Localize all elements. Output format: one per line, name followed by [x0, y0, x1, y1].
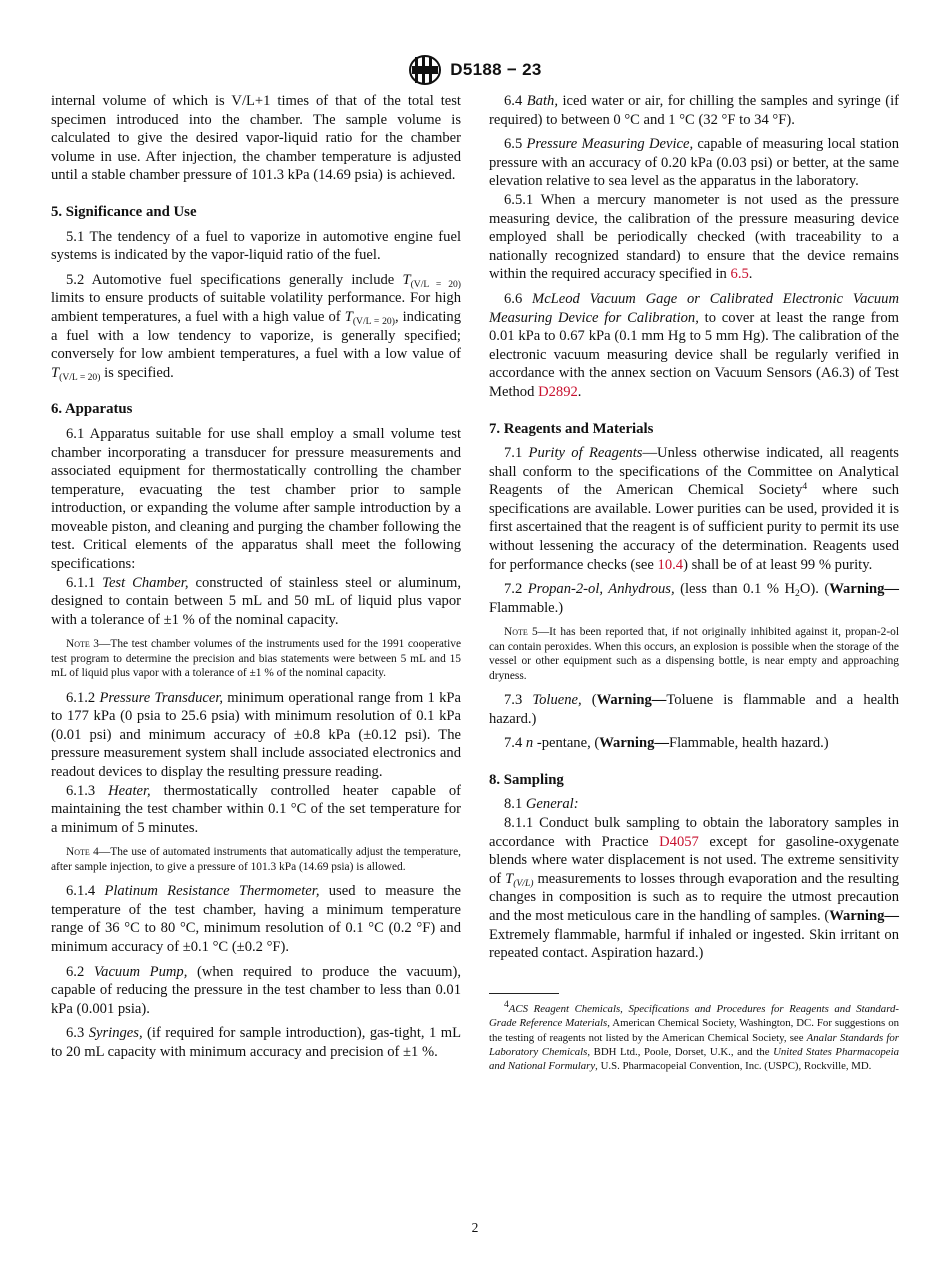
- paragraph-6-2: 6.2 Vacuum Pump, (when required to produce the vacuum), capable of reducing the pressure in the test chamber to less than 0.01 kPa (0.001 psia).: [51, 963, 461, 1017]
- paragraph-8-1: 8.1 General:: [504, 796, 579, 813]
- note-5: Note 5—It has been reported that, if not originally inhibited against it, propan-2-ol can contain peroxides. When this occurs, an explosion is possible when the storage of the vessel or other equipment such as a dispensing bottle, is near empty and approaching dryness.: [489, 626, 899, 682]
- astm-logo-icon: [408, 54, 442, 86]
- document-id: D5188 − 23: [450, 60, 542, 79]
- note-4: Note 4—The use of automated instruments that automatically adjust the temperature, after sample injection, to give a pressure of 101.3 kPa (14.69 psia) is allowed.: [51, 846, 461, 873]
- section-5-heading: 5. Significance and Use: [51, 203, 197, 220]
- paragraph-6-6: 6.6 McLeod Vacuum Gage or Calibrated Electronic Vacuum Measuring Device for Calibration, to cover at least the range from 0.01 kPa to 0.67 kPa (0.1 mm Hg to 5 mm Hg). The calibration of the electronic vacuum measuring device shall be regularly verified in accordance with the annex section on Vacuum Sensors (A6.3) of Test Method D2892.: [489, 290, 899, 400]
- footnote-divider: [489, 993, 559, 994]
- section-8-heading: 8. Sampling: [489, 771, 564, 788]
- paragraph-6-5: 6.5 Pressure Measuring Device, capable of measuring local station pressure with an accuracy of 0.20 kPa (0.03 psi) or better, at the same elevation relative to sea level as the apparatus in the laboratory.: [489, 136, 900, 190]
- note-3: Note 3—The test chamber volumes of the instruments used for the 1991 cooperative test program to determine the precision and bias statements were between 5 mL and 15 mL of liquid plus vapor with a tolerance of ±1 % of the nominal capacity.: [51, 638, 461, 680]
- paragraph-6-1-1: 6.1.1 Test Chamber, constructed of stainless steel or aluminum, designed to contain between 5 mL and 50 mL of liquid plus vapor with a tolerance of ±1 % of the nominal capacity.: [51, 574, 461, 628]
- link-d2892[interactable]: D2892: [538, 383, 578, 400]
- paragraph-7-4: 7.4 n -pentane, (Warning—Flammable, health hazard.): [504, 735, 829, 752]
- page-header: [0, 52, 950, 88]
- paragraph-7-2: 7.2 Propan-2-ol, Anhydrous, (less than 0.1 % $H_2O$). (Warning—Flammable.): [489, 581, 900, 616]
- link-10-4[interactable]: 10.4: [657, 556, 684, 573]
- left-column: [51, 92, 461, 1062]
- paragraph-6-5-1: 6.5.1 When a mercury manometer is not used as the pressure measuring device, the calibration of the pressure measuring device employed shall be periodically checked (with traceability to a nationally recognized standard) to ensure that the device remains within the required accuracy specified in 6.5.: [489, 191, 899, 283]
- paragraph-7-3: 7.3 Toluene, (Warning—Toluene is flammable and a health hazard.): [489, 692, 900, 727]
- paragraph-6-3: 6.3 Syringes, (if required for sample introduction), gas-tight, 1 mL to 20 mL capacity with minimum accuracy and precision of ±1 %.: [51, 1025, 461, 1060]
- section-7-heading: 7. Reagents and Materials: [489, 420, 654, 437]
- paragraph-7-1: 7.1 Purity of Reagents—Unless otherwise indicated, all reagents shall conform to the specifications of the Committee on Analytical Reagents of the American Chemical Society$^4$ where such specifications are available. Lower purities can be used, provided it is first ascertained that the reagent is of sufficient purity to permit its use without lessening the accuracy of the determination. Reagents used for performance checks (see 10.4) shall be of at least 99 % purity.: [489, 445, 899, 573]
- paragraph-6-1: 6.1 Apparatus suitable for use shall employ a small volume test chamber incorporating a transducer for pressure measurements and associated equipment for thermostatically controlling the chamber temperature, evacuating the test chamber prior to sample introduction, or expanding the volume after sample introduction by a moveable piston, and cleaning and purging the chamber following the test. Critical elements of the apparatus shall meet the following specifications:: [51, 425, 461, 573]
- page-number: 2: [471, 1220, 479, 1235]
- intro-paragraph: internal volume of which is V/L+1 times of that of the total test specimen introduced into the chamber. The sample volume is calculated to give the desired vapor-liquid ratio for the chamber volume in use. After injection, the chamber temperature is adjusted until a stable chamber pressure of 101.3 kPa (14.69 psia) is achieved.: [51, 93, 461, 184]
- paragraph-5-1: 5.1 The tendency of a fuel to vaporize in automotive engine fuel systems is indicated by the vapor-liquid ratio of the fuel.: [51, 228, 461, 264]
- paragraph-8-1-1: 8.1.1 Conduct bulk sampling to obtain the laboratory samples in accordance with Practice D4057 except for gasoline-oxygenate blends where water displacement is not used. The extreme sensitivity of $T_{(V/L)}$ measurements to losses through evaporation and the resulting changes in composition is such as to require the utmost precaution and the most meticulous care in the handling of samples. (Warning—Extremely flammable, harmful if inhaled or ingested. Skin irritant on repeated contact. Aspiration hazard.): [489, 815, 899, 962]
- paragraph-6-1-3: 6.1.3 Heater, thermostatically controlled heater capable of maintaining the test chamber within 0.1 °C of the set temperature for a minimum of 5 minutes.: [51, 782, 461, 836]
- paragraph-5-2: 5.2 Automotive fuel specifications generally include $T_{(V/L = 20)}$ limits to ensure products of suitable volatility performance. For high ambient temperatures, a fuel with a high value of $T_{(V/L = 20)}$, indicating a fuel with a low tendency to vaporize, is generally specified; conversely for low ambient temperatures, a fuel with a low value of $T_{(V/L = 20)}$ is specified.: [51, 271, 461, 383]
- section-6-heading: 6. Apparatus: [51, 401, 133, 418]
- footnote-4: $^4$ACS Reagent Chemicals, Specifications and Procedures for Reagents and Standard-Grade Reference Materials, American Chemical Society, Washington, DC. For suggestions on the testing of reagents not listed by the American Chemical Society, see Analar Standards for Laboratory Chemicals, BDH Ltd., Poole, Dorset, U.K., and the United States Pharmacopeia and National Formulary, U.S. Pharmacopeial Convention, Inc. (USPC), Rockville, MD.: [489, 998, 900, 1073]
- link-d4057[interactable]: D4057: [659, 833, 699, 850]
- right-column: [489, 92, 899, 1074]
- link-6-5[interactable]: 6.5: [730, 266, 749, 283]
- footnote-ref-4: 4: [802, 481, 808, 493]
- paragraph-6-1-4: 6.1.4 Platinum Resistance Thermometer, used to measure the temperature of the test chamber, having a minimum temperature range of 36 °C to 80 °C, minimum resolution of 0.1 °C (0.2 °F) and minimum accuracy of ±0.1 °C (±0.2 °F).: [51, 883, 461, 955]
- paragraph-6-1-2: 6.1.2 Pressure Transducer, minimum operational range from 1 kPa to 177 kPa (0 psia to 25.6 psia) with minimum resolution of 0.1 kPa (0.01 psi) and minimum accuracy of ±0.8 kPa (±0.12 psi). The pressure measurement system shall include associated electronics and readout devices to display the resulting pressure reading.: [51, 689, 461, 781]
- paragraph-6-4: 6.4 Bath, iced water or air, for chilling the samples and syringe (if required) to between 0 °C and 1 °C (32 °F to 34 °F).: [489, 93, 900, 128]
